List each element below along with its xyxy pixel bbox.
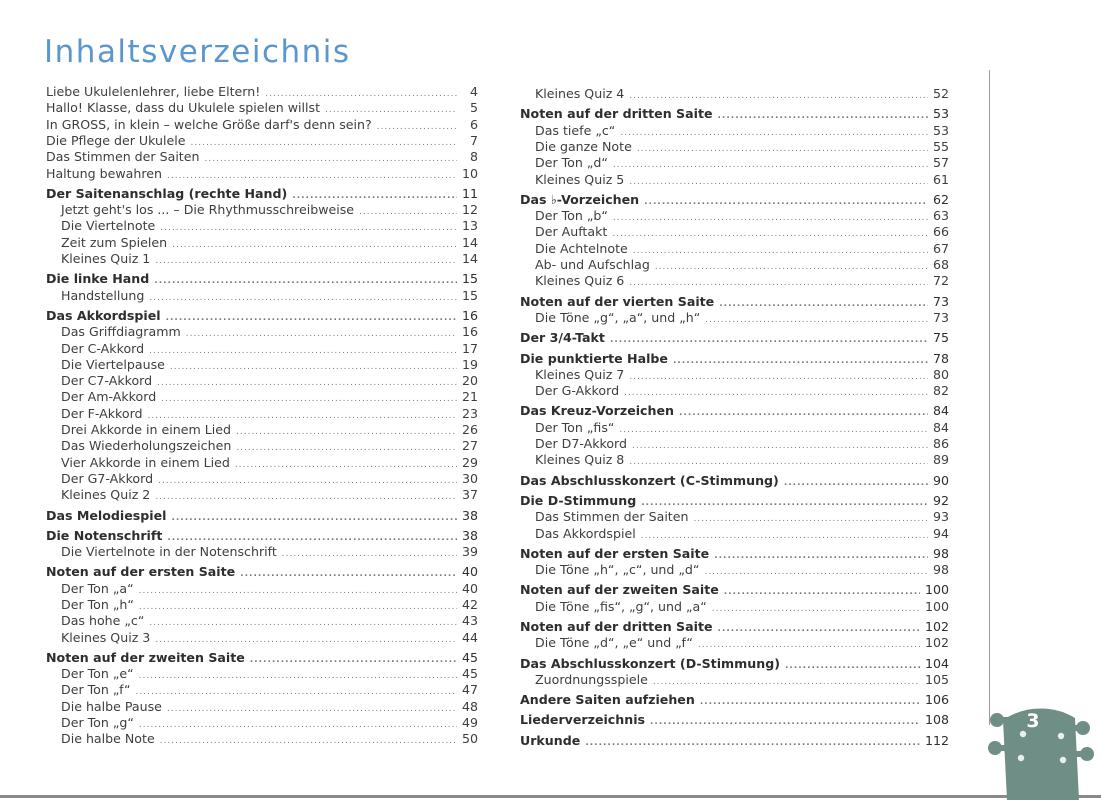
toc-entry-title: Das Stimmen der Saiten xyxy=(535,509,689,524)
toc-heading xyxy=(46,564,478,580)
dot-leader xyxy=(282,546,457,562)
toc-entry-page: 16 xyxy=(461,324,478,339)
dot-leader xyxy=(155,253,457,269)
toc-entry-page: 43 xyxy=(461,613,478,628)
dot-leader xyxy=(679,405,928,421)
toc-heading xyxy=(46,508,478,524)
toc-entry-title: Die Töne „h“, „c“, und „d“ xyxy=(535,562,700,577)
toc-heading xyxy=(46,528,478,544)
dot-leader xyxy=(155,632,457,648)
toc-entry xyxy=(535,383,949,399)
toc-entry xyxy=(61,218,478,234)
toc-heading xyxy=(520,656,949,672)
dot-leader xyxy=(236,440,457,456)
toc-entry-title: Liederverzeichnis xyxy=(520,712,646,727)
toc-entry xyxy=(61,581,478,597)
toc-entry-title: Kleines Quiz 1 xyxy=(61,251,151,266)
toc-entry-title: Der Ton „h“ xyxy=(61,597,134,612)
toc-entry-title: Noten auf der dritten Saite xyxy=(520,106,713,121)
toc-entry-title: Noten auf der zweiten Saite xyxy=(520,582,719,597)
toc-heading xyxy=(520,473,949,489)
toc-entry xyxy=(535,155,949,171)
toc-entry-title: Kleines Quiz 5 xyxy=(535,172,625,187)
toc-entry-page: 16 xyxy=(461,308,478,323)
toc-entry-title: Zuordnungsspiele xyxy=(535,672,648,687)
toc-entry xyxy=(46,166,478,182)
dot-leader xyxy=(705,312,928,328)
dot-leader xyxy=(160,733,457,749)
dot-leader xyxy=(612,226,928,242)
toc-entry xyxy=(61,731,478,747)
toc-entry xyxy=(61,544,478,560)
toc-entry xyxy=(535,509,949,525)
toc-entry-title: Der Ton „b“ xyxy=(535,208,608,223)
toc-entry-page: 57 xyxy=(932,155,949,170)
toc-entry xyxy=(61,406,478,422)
dot-leader xyxy=(784,475,928,491)
toc-heading xyxy=(520,712,949,728)
dot-leader xyxy=(155,489,457,505)
toc-entry-title: Haltung bewahren xyxy=(46,166,162,181)
toc-entry-title: Zeit zum Spielen xyxy=(61,235,168,250)
toc-heading xyxy=(46,271,478,287)
toc-entry-page: 4 xyxy=(469,84,478,99)
toc-entry-title: Noten auf der ersten Saite xyxy=(46,564,236,579)
toc-entry-page: 49 xyxy=(461,715,478,730)
toc-entry-page: 89 xyxy=(932,452,949,467)
toc-heading xyxy=(520,733,949,749)
toc-entry-page: 50 xyxy=(461,731,478,746)
toc-entry-title: Der Am-Akkord xyxy=(61,389,157,404)
ukulele-headstock-icon xyxy=(983,690,1101,800)
toc-entry xyxy=(61,455,478,471)
toc-entry-page: 45 xyxy=(461,666,478,681)
toc-entry-page: 40 xyxy=(461,581,478,596)
dot-leader xyxy=(624,385,928,401)
toc-entry-page: 55 xyxy=(932,139,949,154)
toc-heading xyxy=(520,582,949,598)
toc-entry-page: 42 xyxy=(461,597,478,612)
toc-entry xyxy=(46,133,478,149)
toc-entry-title: Die Töne „g“, „a“, und „h“ xyxy=(535,310,701,325)
toc-entry xyxy=(535,452,949,468)
toc-entry-title: Der Ton „g“ xyxy=(61,715,134,730)
toc-entry-page: 29 xyxy=(461,455,478,470)
toc-entry xyxy=(61,389,478,405)
toc-entry xyxy=(61,666,478,682)
toc-heading xyxy=(520,546,949,562)
dot-leader xyxy=(641,528,928,544)
toc-entry-page: 14 xyxy=(461,235,478,250)
toc-entry-page: 12 xyxy=(461,202,478,217)
toc-entry-title: Die halbe Pause xyxy=(61,699,162,714)
toc-entry-title: Ab- und Aufschlag xyxy=(535,257,650,272)
page-number: 3 xyxy=(1026,710,1040,732)
toc-entry-title: Die punktierte Halbe xyxy=(520,351,668,366)
toc-entry xyxy=(535,208,949,224)
toc-entry xyxy=(535,139,949,155)
toc-entry xyxy=(61,373,478,389)
toc-entry-title: Vier Akkorde in einem Lied xyxy=(61,455,230,470)
toc-entry-page: 13 xyxy=(461,218,478,233)
toc-entry-page: 19 xyxy=(461,357,478,372)
toc-entry xyxy=(61,715,478,731)
toc-entry-page: 84 xyxy=(932,420,949,435)
toc-heading xyxy=(520,619,949,635)
toc-entry-title: Die halbe Note xyxy=(61,731,155,746)
toc-heading xyxy=(520,192,949,208)
toc-entry-title: Das Stimmen der Saiten xyxy=(46,149,200,164)
column-divider xyxy=(989,70,990,725)
toc-entry-page: 92 xyxy=(932,493,949,508)
toc-entry-page: 105 xyxy=(924,672,949,687)
toc-entry-page: 61 xyxy=(932,172,949,187)
toc-entry xyxy=(61,235,478,251)
toc-entry-title: Die Achtelnote xyxy=(535,241,628,256)
page-title: Inhaltsverzeichnis xyxy=(44,34,351,70)
toc-entry-page: 86 xyxy=(932,436,949,451)
bottom-rule xyxy=(0,795,1101,798)
toc-entry-page: 15 xyxy=(461,271,478,286)
toc-entry-page: 30 xyxy=(461,471,478,486)
toc-entry-title: Der 3/4-Takt xyxy=(520,330,605,345)
toc-entry-page: 52 xyxy=(932,86,949,101)
dot-leader xyxy=(653,674,920,690)
toc-entry xyxy=(535,420,949,436)
toc-entry-page: 23 xyxy=(461,406,478,421)
toc-entry-page: 67 xyxy=(932,241,949,256)
toc-entry-title: Das Abschlusskonzert (C-Stimmung) xyxy=(520,473,779,488)
dot-leader xyxy=(693,511,927,527)
toc-entry-title: Das Akkordspiel xyxy=(46,308,161,323)
toc-entry-title: Noten auf der dritten Saite xyxy=(520,619,713,634)
toc-heading xyxy=(520,330,949,346)
toc-entry xyxy=(535,172,949,188)
toc-entry-title: Kleines Quiz 2 xyxy=(61,487,151,502)
toc-entry-title: Kleines Quiz 4 xyxy=(535,86,625,101)
toc-entry xyxy=(46,84,478,100)
toc-entry xyxy=(535,526,949,542)
toc-entry-page: 75 xyxy=(932,330,949,345)
toc-entry-page: 11 xyxy=(461,186,478,201)
toc-entry-page: 38 xyxy=(461,528,478,543)
toc-entry xyxy=(61,438,478,454)
toc-entry xyxy=(61,341,478,357)
toc-entry xyxy=(535,562,949,578)
dot-leader xyxy=(712,601,920,617)
toc-entry-title: Der C7-Akkord xyxy=(61,373,153,388)
toc-entry-page: 62 xyxy=(932,192,949,207)
toc-entry-title: Liebe Ukulelenlehrer, liebe Eltern! xyxy=(46,84,261,99)
toc-entry-title: Die ganze Note xyxy=(535,139,632,154)
toc-entry xyxy=(46,149,478,165)
toc-entry xyxy=(61,288,478,304)
dot-leader xyxy=(629,174,928,190)
toc-entry-title: Die D-Stimmung xyxy=(520,493,637,508)
dot-leader xyxy=(629,275,928,291)
toc-entry xyxy=(61,357,478,373)
toc-entry-page: 102 xyxy=(924,619,949,634)
toc-entry xyxy=(61,324,478,340)
toc-entry-title: Die Notenschrift xyxy=(46,528,163,543)
toc-entry-title: Die Töne „fis“, „g“, und „a“ xyxy=(535,599,707,614)
toc-entry xyxy=(61,471,478,487)
toc-entry-title: Noten auf der zweiten Saite xyxy=(46,650,245,665)
toc-entry xyxy=(61,202,478,218)
dot-leader xyxy=(204,151,457,167)
toc-entry-title: Jetzt geht's los ... – Die Rhythmusschreibweise xyxy=(61,202,355,217)
toc-entry-page: 93 xyxy=(932,509,949,524)
toc-heading xyxy=(520,692,949,708)
dot-leader xyxy=(585,735,920,751)
toc-entry-page: 53 xyxy=(932,123,949,138)
toc-entry-title: Der Ton „fis“ xyxy=(535,420,615,435)
toc-heading xyxy=(46,308,478,324)
toc-entry xyxy=(61,597,478,613)
dot-leader xyxy=(700,694,920,710)
toc-entry-title: Der Ton „a“ xyxy=(61,581,134,596)
toc-entry-title: Kleines Quiz 6 xyxy=(535,273,625,288)
toc-entry-title: Der G7-Akkord xyxy=(61,471,154,486)
toc-heading xyxy=(520,351,949,367)
toc-entry-title: Die Viertelpause xyxy=(61,357,165,372)
toc-entry-title: Kleines Quiz 3 xyxy=(61,630,151,645)
toc-heading xyxy=(520,294,949,310)
toc-entry-page: 94 xyxy=(932,526,949,541)
toc-entry-page: 7 xyxy=(469,133,478,148)
dot-leader xyxy=(161,391,457,407)
toc-entry-title: Das tiefe „c“ xyxy=(535,123,616,138)
toc-entry-page: 6 xyxy=(469,117,478,132)
toc-entry xyxy=(535,635,949,651)
dot-leader xyxy=(149,615,457,631)
toc-heading xyxy=(520,403,949,419)
toc-entry-title: Die linke Hand xyxy=(46,271,150,286)
toc-entry-page: 38 xyxy=(461,508,478,523)
toc-entry xyxy=(61,613,478,629)
toc-entry xyxy=(535,599,949,615)
dot-leader xyxy=(186,326,457,342)
toc-entry-title: Drei Akkorde in einem Lied xyxy=(61,422,231,437)
toc-entry-page: 80 xyxy=(932,367,949,382)
dot-leader xyxy=(160,220,457,236)
toc-entry xyxy=(61,422,478,438)
toc-entry-page: 102 xyxy=(924,635,949,650)
toc-entry-page: 112 xyxy=(924,733,949,748)
toc-entry-page: 5 xyxy=(469,100,478,115)
toc-entry xyxy=(61,682,478,698)
dot-leader xyxy=(629,88,928,104)
toc-entry-title: Das Akkordspiel xyxy=(535,526,636,541)
toc-entry-page: 8 xyxy=(469,149,478,164)
toc-entry-title: Der Ton „d“ xyxy=(535,155,608,170)
dot-leader xyxy=(167,168,457,184)
toc-entry-title: Das Griffdiagramm xyxy=(61,324,181,339)
toc-entry-page: 68 xyxy=(932,257,949,272)
toc-entry-title: Der Saitenanschlag (rechte Hand) xyxy=(46,186,288,201)
toc-entry-title: Das Melodiespiel xyxy=(46,508,167,523)
toc-entry xyxy=(535,241,949,257)
toc-entry-page: 20 xyxy=(461,373,478,388)
toc-entry xyxy=(535,257,949,273)
toc-entry-page: 100 xyxy=(924,582,949,597)
toc-entry-title: Der D7-Akkord xyxy=(535,436,628,451)
toc-entry-page: 66 xyxy=(932,224,949,239)
toc-entry-page: 78 xyxy=(932,351,949,366)
toc-entry-page: 14 xyxy=(461,251,478,266)
dot-leader xyxy=(610,332,928,348)
toc-entry-title: Das hohe „c“ xyxy=(61,613,145,628)
dot-leader xyxy=(171,510,457,526)
toc-entry-page: 106 xyxy=(924,692,949,707)
toc-entry-title: Der Auftakt xyxy=(535,224,608,239)
toc-entry-page: 73 xyxy=(932,310,949,325)
toc-entry-page: 72 xyxy=(932,273,949,288)
toc-entry-title: Handstellung xyxy=(61,288,145,303)
toc-entry xyxy=(535,672,949,688)
toc-entry-page: 39 xyxy=(461,544,478,559)
toc-entry-page: 100 xyxy=(924,599,949,614)
toc-entry-title: Hallo! Klasse, dass du Ukulele spielen willst xyxy=(46,100,321,115)
toc-entry-title: Der G-Akkord xyxy=(535,383,620,398)
toc-entry xyxy=(535,367,949,383)
toc-entry-page: 17 xyxy=(461,341,478,356)
toc-entry-page: 21 xyxy=(461,389,478,404)
toc-entry-title: Andere Saiten aufziehen xyxy=(520,692,695,707)
toc-entry-title: Der Ton „f“ xyxy=(61,682,131,697)
toc-heading xyxy=(520,493,949,509)
toc-entry-title: In GROSS, in klein – welche Größe darf's denn sein? xyxy=(46,117,372,132)
toc-entry-title: Der F-Akkord xyxy=(61,406,143,421)
toc-entry-page: 98 xyxy=(932,562,949,577)
toc-entry-title: Die Viertelnote xyxy=(61,218,156,233)
toc-entry xyxy=(61,487,478,503)
toc-entry-title: Die Viertelnote in der Notenschrift xyxy=(61,544,277,559)
dot-leader xyxy=(724,584,920,600)
toc-entry xyxy=(535,436,949,452)
toc-entry-page: 108 xyxy=(924,712,949,727)
dot-leader xyxy=(325,102,457,118)
toc-entry-title: Noten auf der vierten Saite xyxy=(520,294,715,309)
dot-leader xyxy=(149,290,457,306)
toc-entry-title: Der C-Akkord xyxy=(61,341,145,356)
toc-entry-page: 44 xyxy=(461,630,478,645)
toc-entry-page: 104 xyxy=(924,656,949,671)
toc-entry-page: 45 xyxy=(461,650,478,665)
toc-entry-page: 40 xyxy=(461,564,478,579)
toc-entry-page: 53 xyxy=(932,106,949,121)
toc-entry-page: 47 xyxy=(461,682,478,697)
toc-heading xyxy=(46,186,478,202)
toc-entry-title: Das ♭-Vorzeichen xyxy=(520,192,640,207)
dot-leader xyxy=(698,637,920,653)
toc-entry-title: Kleines Quiz 8 xyxy=(535,452,625,467)
toc-entry-page: 90 xyxy=(932,473,949,488)
dot-leader xyxy=(629,454,928,470)
toc-entry-title: Der Ton „e“ xyxy=(61,666,134,681)
dot-leader xyxy=(240,566,457,582)
toc-entry xyxy=(535,86,949,102)
toc-entry-title: Urkunde xyxy=(520,733,581,748)
toc-entry-page: 27 xyxy=(461,438,478,453)
toc-entry-page: 15 xyxy=(461,288,478,303)
dot-leader xyxy=(718,108,928,124)
toc-entry-page: 82 xyxy=(932,383,949,398)
toc-entry-page: 26 xyxy=(461,422,478,437)
toc-entry xyxy=(535,310,949,326)
toc-entry xyxy=(61,699,478,715)
toc-entry-page: 98 xyxy=(932,546,949,561)
toc-entry-page: 37 xyxy=(461,487,478,502)
toc-heading xyxy=(46,650,478,666)
toc-entry-page: 84 xyxy=(932,403,949,418)
toc-heading xyxy=(520,106,949,122)
toc-entry-page: 10 xyxy=(461,166,478,181)
toc-entry-title: Das Abschlusskonzert (D-Stimmung) xyxy=(520,656,780,671)
toc-entry-page: 48 xyxy=(461,699,478,714)
dot-leader xyxy=(136,684,457,700)
dot-leader xyxy=(613,157,928,173)
toc-entry-title: Noten auf der ersten Saite xyxy=(520,546,710,561)
dot-leader xyxy=(154,273,457,289)
toc-entry-title: Das Wiederholungszeichen xyxy=(61,438,232,453)
toc-entry xyxy=(46,100,478,116)
toc-entry-title: Die Pflege der Ukulele xyxy=(46,133,186,148)
toc-entry xyxy=(61,630,478,646)
dot-leader xyxy=(704,564,928,580)
toc-entry-page: 73 xyxy=(932,294,949,309)
toc-entry-title: Die Töne „d“, „e“ und „f“ xyxy=(535,635,693,650)
toc-entry xyxy=(535,273,949,289)
toc-entry-page: 63 xyxy=(932,208,949,223)
toc-entry-title: Das Kreuz-Vorzeichen xyxy=(520,403,674,418)
dot-leader xyxy=(650,714,920,730)
toc-entry-title: Kleines Quiz 7 xyxy=(535,367,625,382)
toc-entry xyxy=(535,123,949,139)
toc-entry xyxy=(535,224,949,240)
toc-entry xyxy=(46,117,478,133)
toc-entry xyxy=(61,251,478,267)
